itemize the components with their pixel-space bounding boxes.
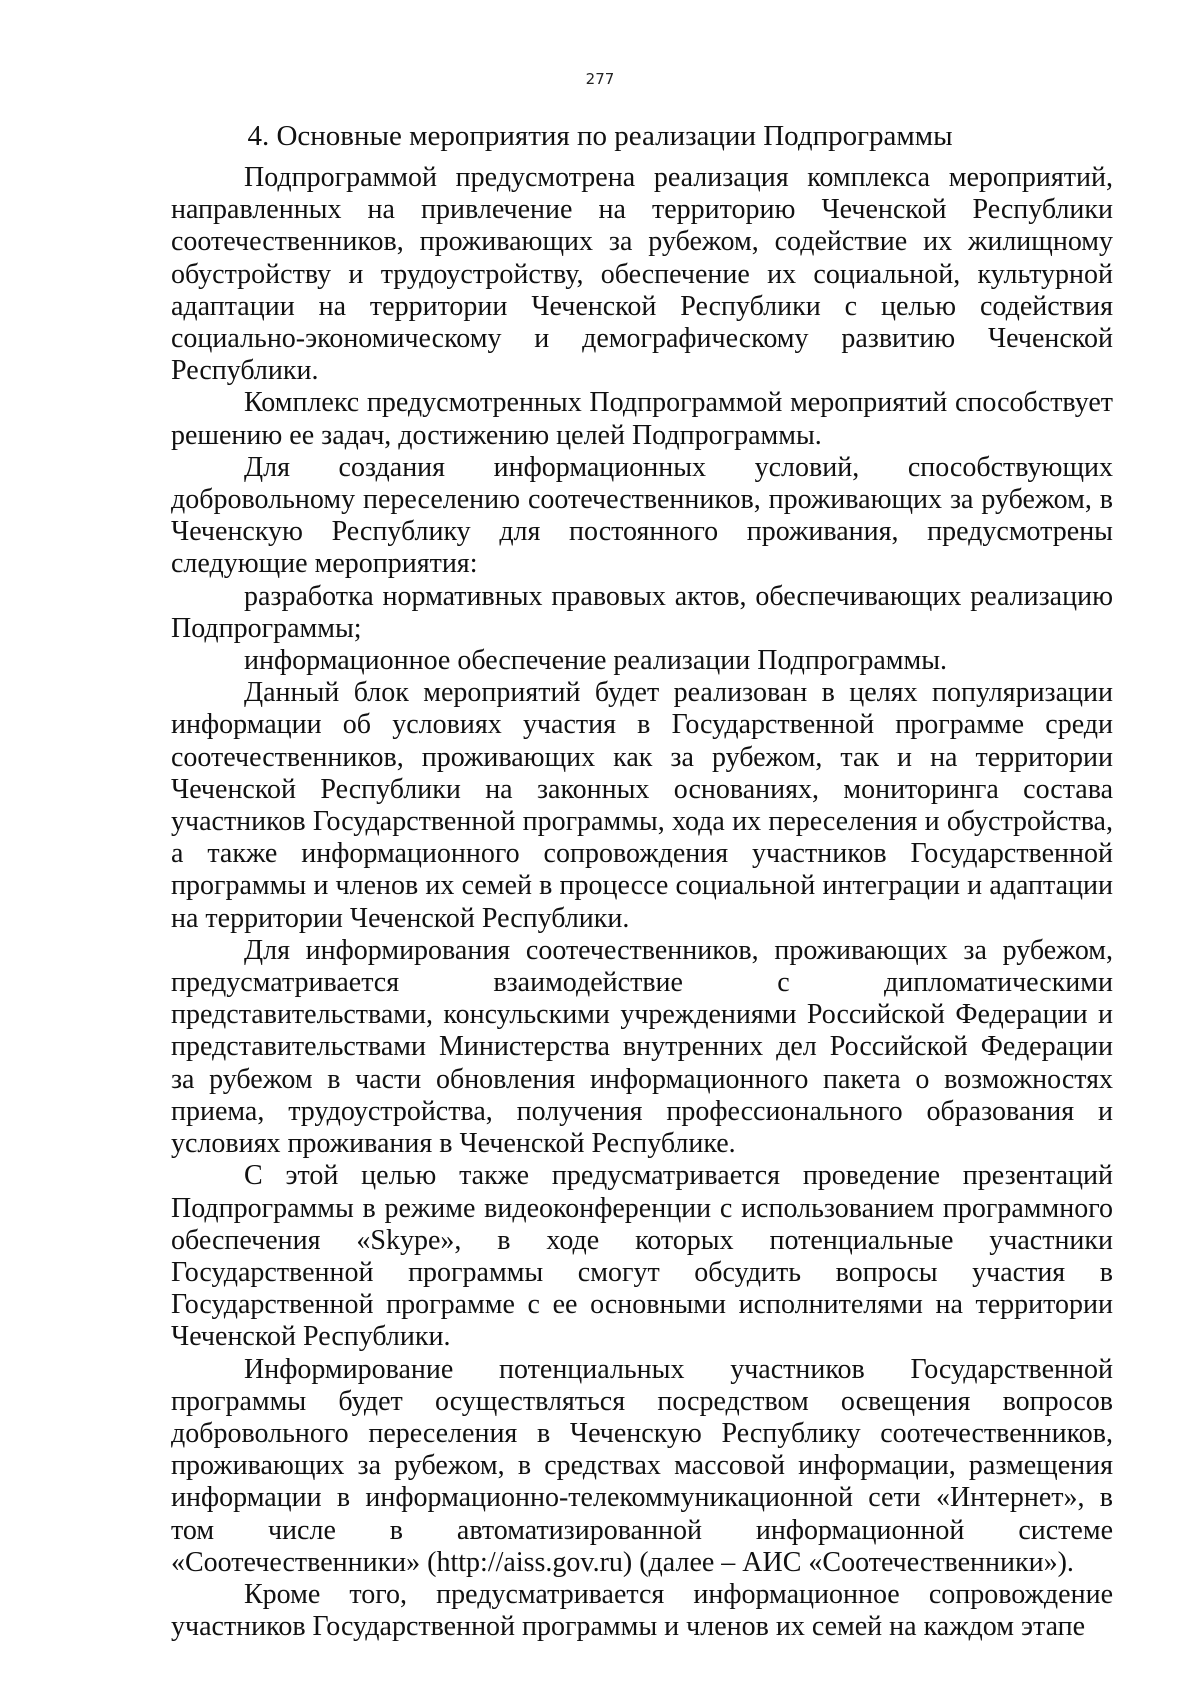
page-number: 277 — [585, 70, 615, 88]
paragraph: Подпрограммой предусмотрена реализация комплекса мероприятий, направленных на привлечение на территорию Чеченской Республики соотечественников, проживающих за рубежом, содействие их жилищному обустройству и трудоустройству, обеспечение их социальной, культурной адаптации на территории Чеченской Республики с целью содействия социально-экономическому и демографическому развитию Чеченской Республики. — [171, 162, 1113, 387]
paragraph: С этой целью также предусматривается проведение презентаций Подпрограммы в режиме видеоконференции с использованием программного обеспечения «Skype», в ходе которых потенциальные участники Государственной программы смогут обсудить вопросы участия в Государственной программе с ее основными исполнителями на территории Чеченской Республики. — [171, 1160, 1113, 1353]
paragraph: Комплекс предусмотренных Подпрограммой мероприятий способствует решению ее задач, достижению целей Подпрограммы. — [171, 387, 1113, 451]
paragraph: информационное обеспечение реализации Подпрограммы. — [244, 645, 948, 677]
paragraph: Кроме того, предусматривается информационное сопровождение участников Государственной программы и членов их семей на каждом этапе — [171, 1578, 1113, 1643]
paragraph: разработка нормативных правовых актов, обеспечивающих реализацию Подпрограммы; — [171, 580, 1113, 644]
paragraph: Информирование потенциальных участников Государственной программы будет осуществляться посредством освещения вопросов добровольного переселения в Чеченскую Республику соотечественников, проживающих за рубежом, в средствах массовой информации, размещения информации в информационно-телекоммуникационной сети «Интернет», в том числе в автоматизированной информационной системе «Соотечественники» (http://aiss.gov.ru) (далее – АИС «Соотечественники»). — [171, 1353, 1113, 1578]
section-heading: 4. Основные мероприятия по реализации Подпрограммы — [247, 120, 953, 152]
paragraph: Для создания информационных условий, способствующих добровольному переселению соотечественников, проживающих за рубежом, в Чеченскую Республику для постоянного проживания, предусмотрены следующие мероприятия: — [171, 451, 1113, 580]
paragraph: Для информирования соотечественников, проживающих за рубежом, предусматривается взаимодействие с дипломатическими представительствами, консульскими учреждениями Российской Федерации и представительствами Министерства внутренних дел Российской Федерации за рубежом в части обновления информационного пакета о возможностях приема, трудоустройства, получения профессионального образования и условиях проживания в Чеченской Республике. — [171, 934, 1113, 1160]
paragraph: Данный блок мероприятий будет реализован в целях популяризации информации об условиях участия в Государственной программе среди соотечественников, проживающих как за рубежом, так и на территории Чеченской Республики на законных основаниях, мониторинга состава участников Государственной программы, хода их переселения и обустройства, а также информационного сопровождения участников Государственной программы и членов их семей в процессе социальной интеграции и адаптации на территории Чеченской Республики. — [171, 677, 1113, 934]
document-body — [171, 162, 1113, 1643]
